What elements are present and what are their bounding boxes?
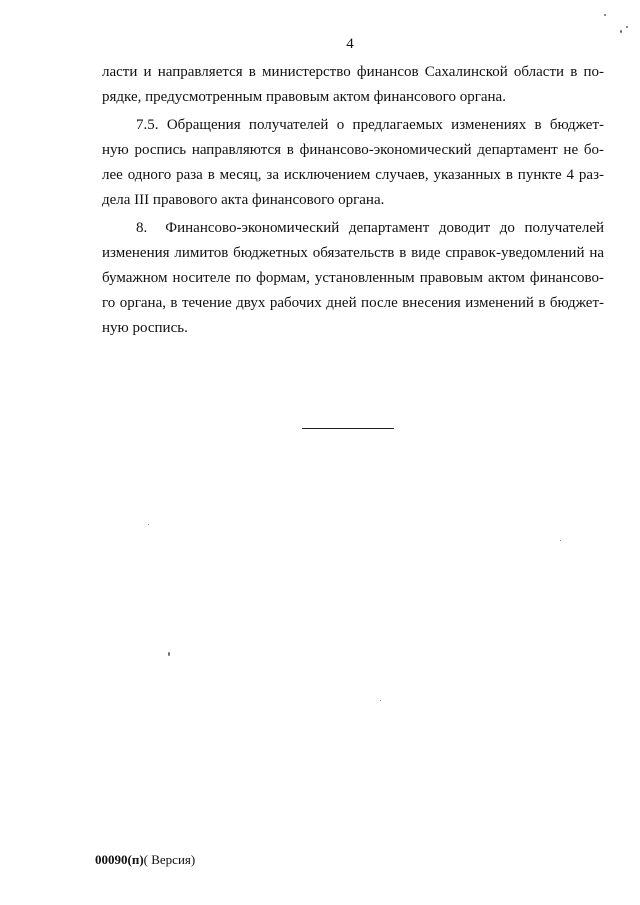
text-line: бумажном носителе по формам, установленным правовым актом финансово- (102, 270, 604, 286)
paragraph-8 (102, 216, 604, 341)
scan-speck (620, 30, 622, 33)
scan-speck (626, 26, 628, 28)
text-line: рядке, предусмотренным правовым актом финансового органа. (102, 89, 506, 105)
paragraph-first-line-text: Финансово-экономический департамент доводит до получателей (165, 220, 604, 236)
scan-speck (560, 540, 561, 541)
paragraph-continuation (102, 60, 604, 110)
text-line: 7.5. Обращения получателей о предлагаемых изменениях в бюджет- (136, 117, 604, 133)
text-line: ласти и направляется в министерство финансов Сахалинской области в по- (102, 64, 604, 80)
text-line: лее одного раза в месяц, за исключением случаев, указанных в пункте 4 раз- (102, 167, 604, 183)
document-code: 00090(п) (95, 852, 144, 867)
text-line: го органа, в течение двух рабочих дней после внесения изменений в бюджет- (102, 295, 604, 311)
text-line: ную роспись направляются в финансово-экономический департамент не бо- (102, 142, 604, 158)
body-text (102, 60, 604, 344)
text-line: дела III правового акта финансового органа. (102, 192, 385, 208)
text-line: ную роспись. (102, 320, 188, 336)
document-footer (95, 852, 195, 868)
paragraph-7-5 (102, 113, 604, 213)
text-line: изменения лимитов бюджетных обязательств в виде справок-уведомлений на (102, 245, 604, 261)
document-version: ( Версия) (143, 852, 196, 867)
paragraph-number: 8. (136, 220, 148, 236)
scan-speck (604, 14, 606, 16)
scan-speck (168, 652, 170, 656)
scan-speck (148, 524, 149, 525)
section-divider-line (302, 428, 394, 429)
page-number: 4 (346, 36, 354, 52)
text-line-first (102, 216, 604, 241)
scan-speck (380, 700, 381, 701)
